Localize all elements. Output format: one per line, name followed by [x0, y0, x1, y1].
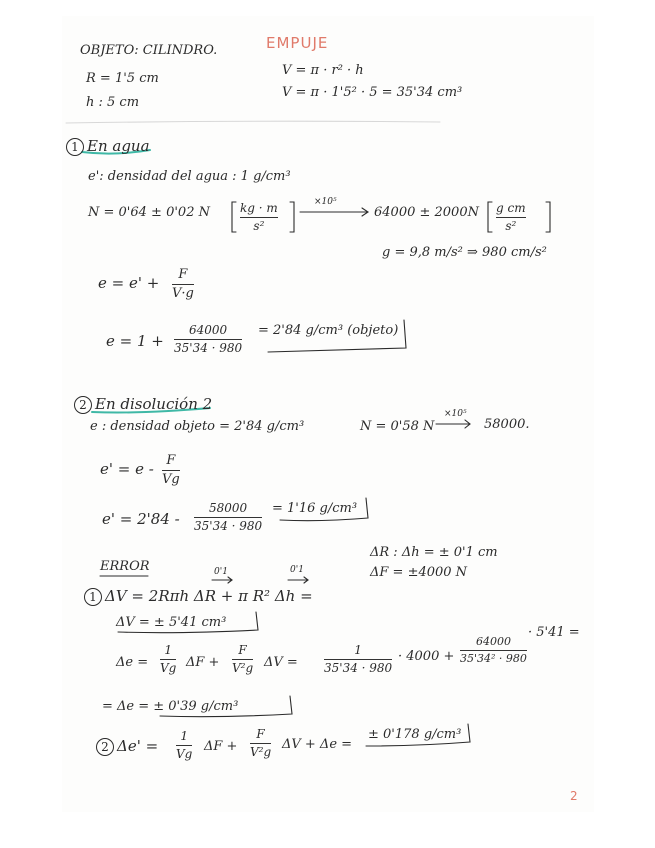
section2-heading [74, 396, 212, 414]
de-frac-1: 1 Vg [160, 643, 177, 676]
density2-fraction: F Vg [162, 453, 180, 488]
object-density: e : densidad objeto = 2'84 g/cm³ [90, 419, 305, 434]
section1-heading [66, 138, 150, 156]
de-frac-3: 1 35'34 · 980 [324, 643, 393, 676]
volume-result: V = π · 1'5² · 5 = 35'34 cm³ [282, 85, 463, 100]
force-converted-unit: g cm s² [496, 201, 526, 234]
conversion-factor-2: ×10⁵ [444, 409, 467, 419]
de-frac-2: F V²g [232, 643, 254, 676]
notebook-page [62, 16, 594, 812]
force-converted: 64000 ± 2000N [374, 205, 479, 220]
de2-lhs: 2 Δe' = [96, 738, 158, 756]
de-result: = Δe = ± 0'39 g/cm³ [102, 699, 239, 714]
circled-number: 1 [66, 138, 84, 156]
density2-formula: e' = e - [100, 460, 154, 478]
de-frac-4: 64000 35'34² · 980 [460, 635, 527, 666]
density2-calc: e' = 2'84 - [102, 510, 180, 528]
de2-mid: ΔF + [204, 739, 238, 754]
circled-number: 2 [74, 396, 92, 414]
height-label: h : 5 cm [86, 95, 140, 110]
de2-frac-1: 1 Vg [176, 729, 193, 762]
force-measure: N = 0'64 ± 0'02 N [88, 205, 210, 220]
density2-result: = 1'16 g/cm³ [272, 501, 358, 516]
density-calc: e = 1 + [106, 332, 164, 350]
density-formula: e = e' + [98, 274, 160, 292]
density-calc-fraction: 64000 35'34 · 980 [174, 323, 243, 356]
circled-number: 2 [96, 738, 114, 756]
gravity: g = 9,8 m/s² ⇒ 980 cm/s² [382, 245, 547, 260]
de-end: · 5'41 = [528, 625, 580, 640]
density-fraction: F V·g [172, 267, 194, 302]
de2-frac-2: F V²g [250, 727, 272, 760]
section2-title: En disolución 2 [95, 395, 213, 413]
dv-result: ΔV = ± 5'41 cm³ [116, 615, 227, 630]
over-label-2: 0'1 [290, 565, 304, 575]
radius-label: R = 1'5 cm [86, 71, 159, 86]
delta-f: ΔF = ±4000 N [370, 565, 468, 580]
dv-formula: 1 ΔV = 2Rπh ΔR + π R² Δh = [84, 588, 313, 606]
de2-result: ± 0'178 g/cm³ [368, 727, 462, 742]
page-number: 2 [570, 789, 579, 803]
de-tail: · 4000 + [398, 649, 455, 664]
volume-formula: V = π · r² · h [282, 63, 364, 78]
delta-r: ΔR : Δh = ± 0'1 cm [370, 545, 498, 560]
conversion-factor: ×10⁵ [314, 197, 337, 207]
force-unit: kg · m s² [240, 201, 278, 234]
force-measure-2: N = 0'58 N [360, 419, 435, 434]
object-label: OBJETO: CILINDRO. [80, 43, 218, 58]
over-label-1: 0'1 [214, 567, 228, 577]
force-converted-2: 58000. [484, 417, 530, 432]
section1-title: En agua [87, 137, 150, 155]
circled-number: 1 [84, 588, 102, 606]
de2-tail: ΔV + Δe = [282, 737, 353, 752]
density2-calc-fraction: 58000 35'34 · 980 [194, 501, 263, 534]
water-density: e': densidad del agua : 1 g/cm³ [88, 169, 291, 184]
de-formula-lhs: Δe = [116, 655, 149, 670]
error-title: ERROR [100, 559, 150, 574]
de-dv: ΔV = [264, 655, 298, 670]
page-title: EMPUJE [266, 34, 329, 52]
density-result: = 2'84 g/cm³ (objeto) [258, 323, 399, 338]
de-mid: ΔF + [186, 655, 220, 670]
